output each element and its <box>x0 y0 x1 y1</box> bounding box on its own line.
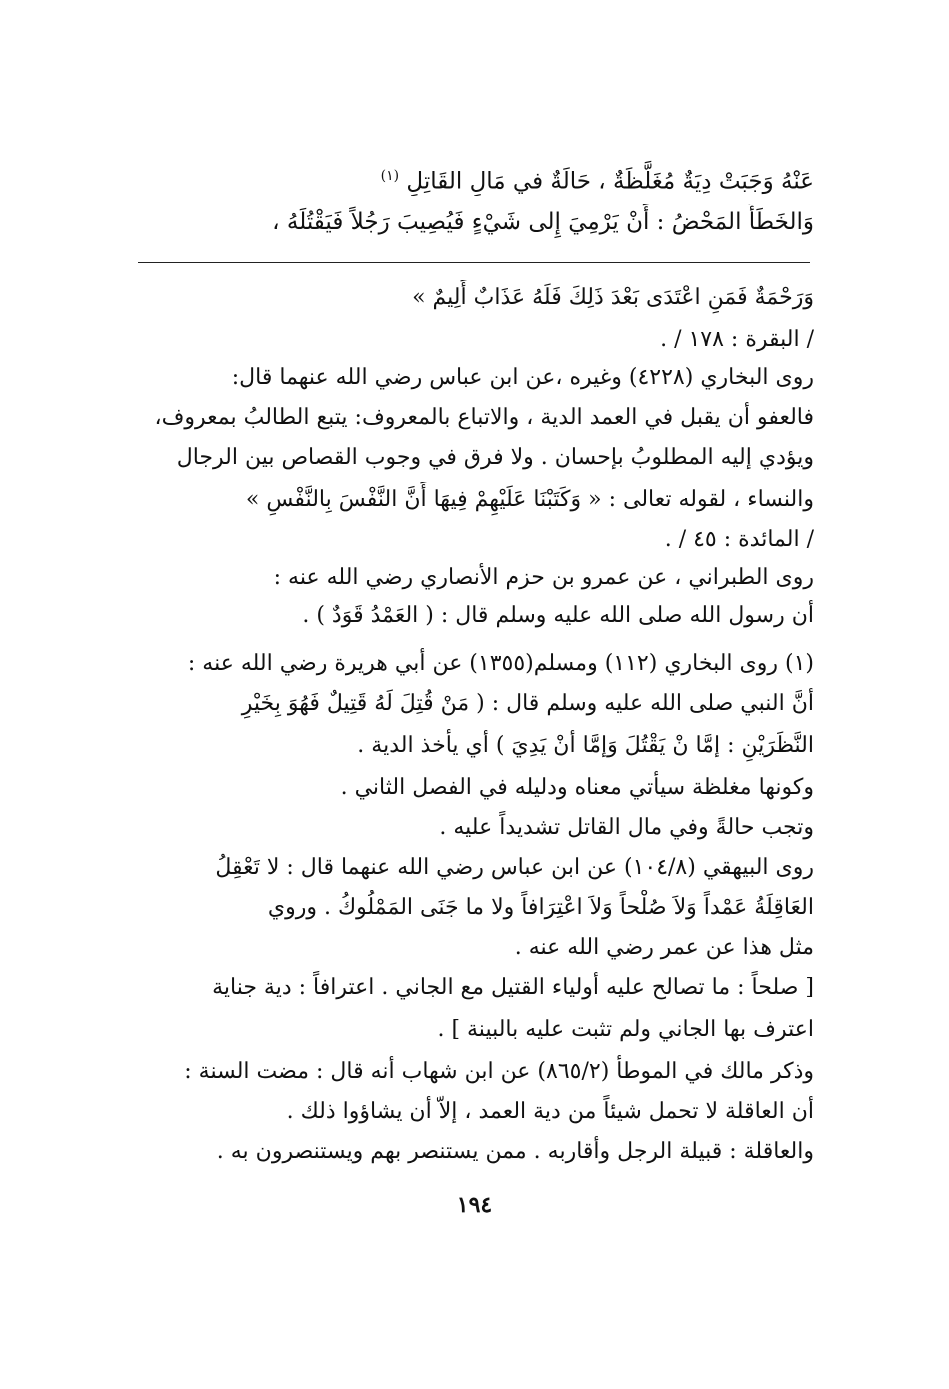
note-line-2: / البقرة : ١٧٨ / . <box>660 327 814 352</box>
main-text-line-2: وَالخَطَأُ المَحْضُ : أَنْ يَرْمِيَ إِلى شَيْءٍ فَيُصِيبَ رَجُلاً فَيَقْتُلَهُ ، <box>272 209 814 235</box>
note-line-10: (١) روى البخاري (١١٢) ومسلم(١٣٥٥) عن أبي هريرة رضي الله عنه : <box>187 651 814 676</box>
note-line-6: والنساء ، لقوله تعالى : « وَكَتَبْنَا عَلَيْهِمْ فِيهَا أَنَّ النَّفْسَ بِالنَّفْسِ » <box>245 487 814 512</box>
note-line-14: وتجب حالةً وفي مال القاتل تشديداً عليه . <box>439 815 814 840</box>
note-line-12: النَّظَرَيْنِ : إمَّا نْ يَقْتُلَ وَإمَّا أنْ يَدِيَ ) أي يأخذ الدية . <box>357 733 814 758</box>
note-line-15: روى البيهقي (١٠٤/٨) عن ابن عباس رضي الله عنهما قال : لا تَعْقِلُ <box>215 855 814 880</box>
note-line-4: فالعفو أن يقبل في العمد الدية ، والاتباع بالمعروف: يتبع الطالبُ بمعروف، <box>154 405 814 430</box>
page-number: ١٩٤ <box>456 1192 493 1218</box>
note-line-16: العَاقِلَةُ عَمْداً وَلاَ صُلْحاً وَلاَ اعْتِرَافاً ولا ما جَنَى المَمْلُوكُ . وروي <box>267 895 814 920</box>
note-line-18: [ صلحاً : ما تصالح عليه أولياء القتيل مع الجاني . اعترافاً : دية جناية <box>212 975 814 1000</box>
note-line-7: / المائدة : ٤٥ / . <box>664 527 814 552</box>
note-line-3: روى البخاري (٤٢٢٨) وغيره ،عن ابن عباس رضي الله عنهما قال: <box>231 365 814 390</box>
footnote-marker: (١) <box>380 168 400 184</box>
main-text-line-1 <box>124 158 814 196</box>
main-text-line-1-content: عَنْهُ وَجَبَتْ دِيَةٌ مُغَلَّظَةٌ ، حَالَةٌ في مَالِ القَاتِلِ <box>406 168 814 195</box>
footnote-divider <box>138 262 810 263</box>
note-line-22: والعاقلة : قبيلة الرجل وأقاربه . ممن يستنصر بهم ويستنصرون به . <box>216 1139 814 1164</box>
note-line-11: أنَّ النبي صلى الله عليه وسلم قال : ( مَنْ قُتِلَ لَهُ قَتِيلٌ فَهُوَ بِخَيْرِ <box>241 691 814 716</box>
note-line-1: وَرَحْمَةٌ فَمَنِ اعْتَدَى بَعْدَ ذَلِكَ فَلَهُ عَذَابٌ أَلِيمٌ » <box>412 285 814 310</box>
note-line-19: اعترف بها الجاني ولم تثبت عليه بالبينة ] . <box>437 1017 814 1042</box>
note-line-5: ويؤدي إليه المطلوبُ بإحسان . ولا فرق في وجوب القصاص بين الرجال <box>176 445 814 470</box>
note-line-9: أن رسول الله صلى الله عليه وسلم قال : ( العَمْدُ قَوَدٌ ) . <box>302 603 814 628</box>
note-line-21: أن العاقلة لا تحمل شيئاً من دية العمد ، إلاّ أن يشاؤوا ذلك . <box>286 1099 814 1124</box>
note-line-13: وكونها مغلظة سيأتي معناه ودليله في الفصل الثاني . <box>340 775 814 800</box>
note-line-8: روى الطبراني ، عن عمرو بن حزم الأنصاري رضي الله عنه : <box>273 565 814 590</box>
note-line-17: مثل هذا عن عمر رضي الله عنه . <box>514 935 814 960</box>
note-line-20: وذكر مالك في الموطأ (٨٦٥/٢) عن ابن شهاب أنه قال : مضت السنة : <box>184 1059 814 1084</box>
